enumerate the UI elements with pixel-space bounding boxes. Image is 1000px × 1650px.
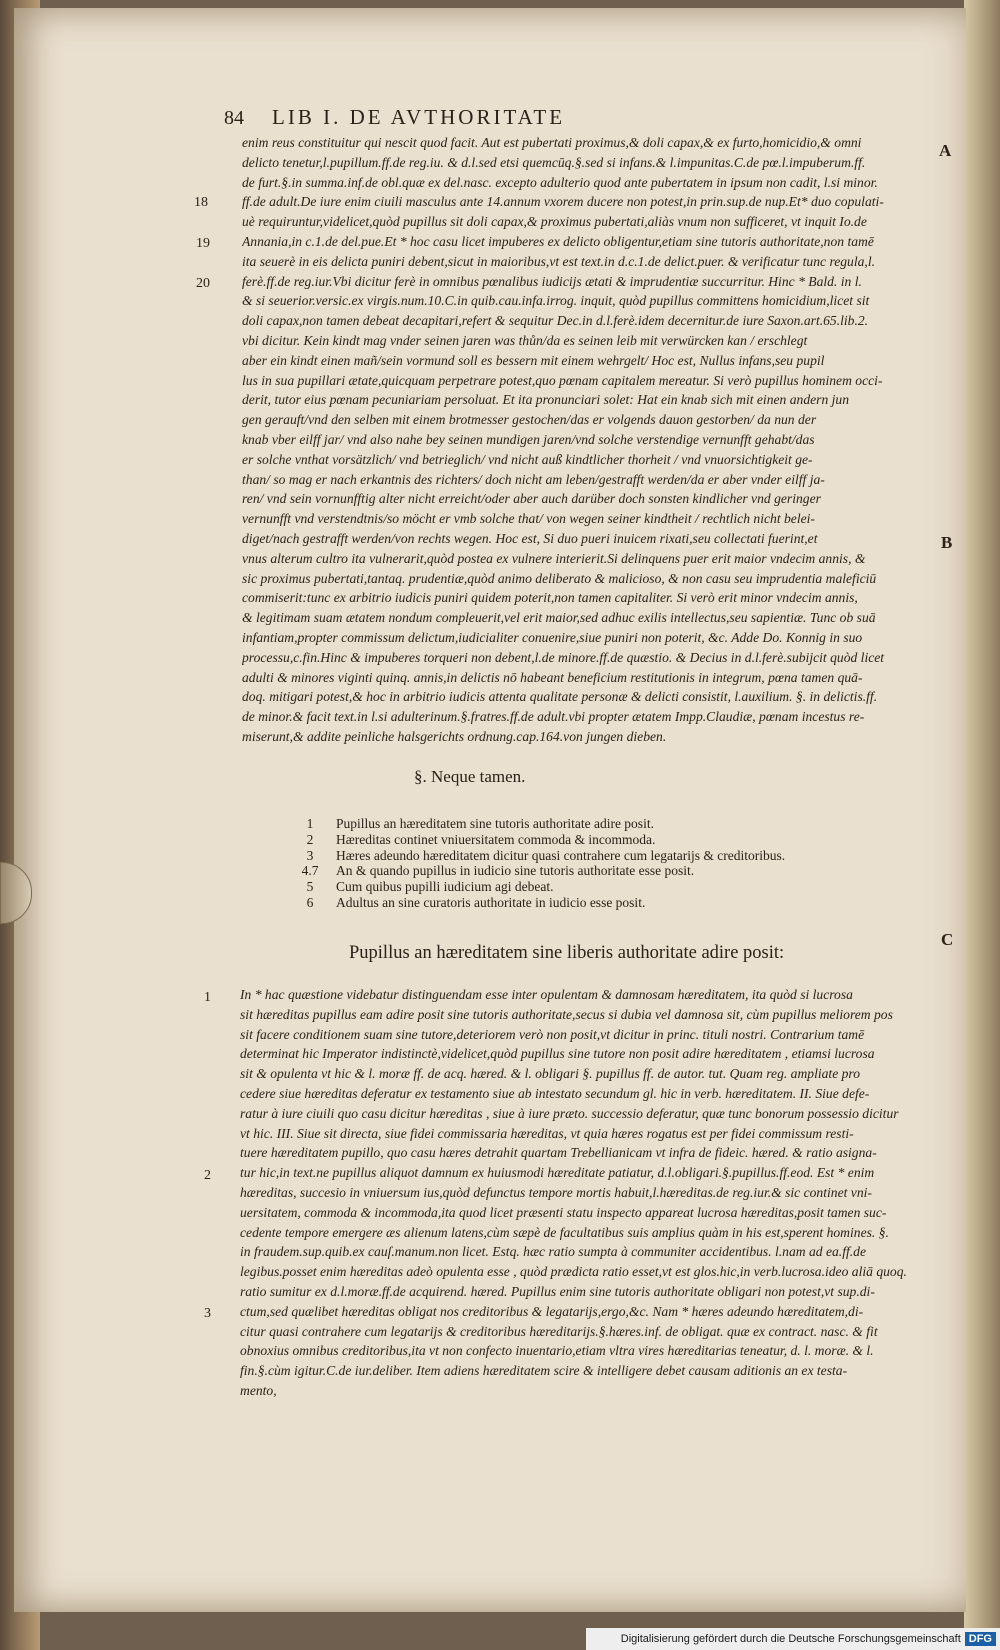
summary-item-number: 5 [306, 879, 314, 895]
top-text-line: de minor.& facit text.in l.si adulterinum.§.fratres.ff.de adult.vbi propter ætatem Impp.Claudiæ, pœnam incestus re- [242, 709, 865, 725]
summary-item-number: 3 [306, 847, 314, 863]
bottom-text-line: hæreditas, succesio in vniuersum ius,quòd defunctus tempore mortis habuit,l.hæreditas.de reg.iur.& sic continet vni- [240, 1184, 872, 1200]
bottom-text-line: sit facere conditionem suam sine tutore,deteriorem verò non posit,vt dicitur in princ. tituli nostri. Contrarium tamē [240, 1026, 865, 1042]
top-text-line: than/ so mag er nach erkantnis des richters/ doch nicht am leben/gestrafft werden/da er aber vnder eilff ja- [242, 471, 825, 487]
top-text-line: & si seuerior.versic.ex virgis.num.10.C.in quib.cau.infa.irrog. inquit, quòd pupillus committens homicidium,licet sit [242, 293, 870, 309]
top-text-line: delicto tenetur,l.pupillum.ff.de reg.iu. & d.l.sed etsi quemcūq.§.sed si infans.& l.impunitas.C.de pœ.l.impuberum.ff. [242, 154, 866, 170]
summary-item-text: Hæres adeundo hæreditatem dicitur quasi contrahere cum legatarijs & creditoribus. [336, 847, 786, 863]
top-text-line: & legitimam suam ætatem nondum compleuerit,vel erit maior,sed adhuc exilis intellectus,seu sapientiæ. Tunc ob suā [242, 610, 876, 626]
top-text-line: uè requiruntur,videlicet,quòd pupillus sit doli capax,& proximus pubertati,aliàs vnum non sufficeret, vt inquit Io.de [242, 214, 867, 230]
margin-number-3: 3 [204, 1306, 211, 1321]
bottom-text-line: citur quasi contrahere cum legatarijs & creditoribus hæreditarijs.§.hæres.inf. de obligat. quæ ex contract. nasc. & fit [240, 1323, 878, 1339]
running-head-title: LIB I. DE AVTHORITATE [272, 105, 566, 129]
top-text-line: diget/nach gestrafft werden/von rechts wegen. Hoc est, Si duo pueri inuicem rixati,seu collectati fuerint,et [242, 530, 818, 546]
dfg-logo: DFG [965, 1632, 996, 1646]
bottom-text-line: tur hic,in text.ne pupillus aliquot damnum ex huiusmodi hæreditate patiatur, d.l.obligari.§.pupillus.ff.eod. Est * enim [240, 1165, 875, 1181]
top-text-line: infantiam,propter commissum delictum,iudicialiter conuenire,siue puniri non poterit, &c. Adde Do. Konnig in suo [242, 629, 863, 645]
top-text-line: ren/ vnd sein vornunfftig alter nicht erreicht/oder aber auch darüber doch sonsten kindlicher vnd geringer [242, 491, 821, 507]
bottom-text-line: fin.§.cùm igitur.C.de iur.deliber. Item adiens hæreditatem scire & intelligere debet causam aditionis an ex testa- [240, 1363, 848, 1379]
top-text-line: Annania,in c.1.de del.pue.Et * hoc casu licet impuberes ex delicto obligentur,etiam sine tutoris authoritate,non tamē [242, 233, 874, 249]
top-text-line: vnus alterum cultro ita vulnerarit,quòd postea ex vulnere interierit.Si delinquens puer erit maior vndecim annis, & [242, 550, 866, 566]
running-head [224, 105, 784, 135]
bottom-text-line: ratur à iure ciuili quo casu dicitur hæreditas , siue à iure præto. successio deferatur, quæ tunc bonorum possessio dicitur [240, 1105, 899, 1121]
summary-item [284, 879, 884, 895]
top-text-line: aber ein kindt einen mañ/sein vormund soll es bessern mit einem wehrgelt/ Hoc est, Nullus infans,seu pupil [242, 352, 825, 368]
bottom-text-line: mento, [240, 1382, 277, 1398]
summary-item-number: 1 [306, 816, 314, 831]
summary-item-text: Cum quibus pupilli iudicium agi debeat. [336, 879, 554, 895]
margin-number-18: 18 [194, 195, 208, 210]
top-text-line: er solche vnthat vorsätzlich/ vnd betrieglich/ vnd nicht auß kindtlicher thorheit / vnd vnuorsichtigkeit ge- [242, 451, 813, 467]
main-text-bottom [240, 985, 950, 1401]
summary-item-number: 2 [306, 831, 314, 847]
summary-item [284, 848, 884, 864]
top-text-line: enim reus constituitur qui nescit quod facit. Aut est pubertati proximus,& doli capax,& ex furto,homicidio,& omni [242, 135, 862, 150]
top-text-line: doli capax,non tamen debeat decapitari,refert & sequitur Dec.in d.l.ferè.idem decernitur.de iure Saxon.art.65.lib.2. [242, 313, 869, 329]
bottom-text-line: in fraudem.sup.quib.ex cauſ.manum.non licet. Estq. hæc ratio sumpta à communiter accidentibus. l.nam ad ea.ff.de [240, 1244, 866, 1260]
margin-letter-a: A [939, 141, 952, 160]
digitization-footer [586, 1628, 1000, 1650]
bottom-text-line: determinat hic Imperator indistinctè,videlicet,quòd pupillus sine tutore non posit adire hæreditatem , etiamsi lucrosa [240, 1046, 875, 1062]
summary-item-number: 4.7 [301, 863, 319, 879]
top-text-line: ita seuerè in eis delicta puniri debent,sicut in maioribus,vt est text.in d.c.1.de delict.puer. & verificatur tunc regula,l. [242, 253, 875, 269]
margin-number-20: 20 [196, 276, 210, 291]
bottom-text-line: cedente tempore emergere æs alienum latens,cùm sæpè de facultatibus suis amplius quàm in his est,sperent homines. §. [240, 1224, 889, 1240]
top-text-line: knab vber eilff jar/ vnd also nahe bey seinen mundigen jaren/vnd solche verstendige vernunfft gehabt/das [242, 431, 815, 447]
top-text-line: ff.de adult.De iure enim ciuili masculus ante 14.annum vxorem ducere non potest,in prin.sup.de nup.Et* duo copulati- [242, 194, 884, 210]
summary-list [284, 816, 884, 911]
bottom-text-line: sit hæreditas pupillus eam adire posit sine tutoris authoritate,secus si dubia vel damnosa sit, cùm pupillus meliorem pos [240, 1006, 893, 1022]
book-edge-right [964, 0, 1000, 1650]
top-text-line: lus in sua pupillari ætate,quicquam perpetrare potest,quo pœnam capitalem mereatur. Si verò pupillus hominem occi- [242, 372, 883, 388]
bottom-text-line: ratio sumitur ex d.l.moræ.ff.de acquirend. hæred. Pupillus enim sine tutoris authoritate obligari non potest,vt sup.di- [240, 1283, 875, 1299]
bottom-text-line: uersitatem, commoda & incommoda,ita quod licet præsenti statu inspecto appareat lucrosa hæreditas,posit tamen suc- [240, 1204, 887, 1220]
margin-number-19: 19 [196, 236, 210, 251]
bottom-text-line: legibus.posset enim hæreditas adeò opulenta esse , quòd prædicta ratio esset,vt est glos.hic,in verb.lucrosa.ideo aliā quoq. [240, 1264, 907, 1280]
summary-item-text: Pupillus an hæreditatem sine tutoris authoritate adire posit. [336, 816, 654, 831]
footer-text: Digitalisierung gefördert durch die Deutsche Forschungsgemeinschaft [620, 1633, 961, 1645]
bottom-text-line: tuere hæreditatem pupillo, quo casu hæres detrahit quartam Trebellianicam vt infra de fideic. hæred. & ratio asigna- [240, 1145, 877, 1161]
top-text-line: vbi dicitur. Kein kindt mag vnder seinen jaren was thůn/da es seinen leib mit verwürcken kan / erschlegt [242, 332, 808, 348]
top-text-line: de furt.§.in summa.inf.de obl.quæ ex del.nasc. excepto adulterio quod ante pubertatem in ipsum non cadit, l.si minor. [242, 174, 878, 190]
margin-number-1: 1 [204, 990, 211, 1005]
top-text-line: adulti & minores viginti quinq. annis,in delictis nō habeant beneficium restitutionis in integrum, pœna tamen quā- [242, 669, 863, 685]
summary-item-text: Hæreditas continet vniuersitatem commoda & incommoda. [336, 831, 656, 847]
summary-item-number: 6 [306, 894, 314, 910]
page-number: 84 [224, 107, 244, 129]
margin-letter-c: C [941, 930, 954, 949]
top-text-line: vernunfft vnd verstendtnis/so möcht er vmb solche that/ von wegen seiner kindtheit / rechtlich nicht belei- [242, 511, 815, 527]
top-text-line: commiserit:tunc ex arbitrio iudicis puniri quidem poterit,non tamen capitaliter. Si verò erit minor vndecim annis, [242, 590, 858, 606]
top-text-line: derit, tutor eius pœnam pecuniariam persoluat. Et ita pronunciari solet: Hat ein knab sich mit einen andern jun [242, 392, 850, 408]
summary-item [284, 832, 884, 848]
margin-number-2: 2 [204, 1168, 211, 1183]
bottom-text-line: obnoxius omnibus creditoribus,ita vt non confecto inuentario,etiam vltra vires hæreditarias teneatur, d. l. moræ. & l. [240, 1343, 874, 1359]
summary-item [284, 816, 884, 832]
top-text-line: gen gerauft/vnd den selben mit einem brotmesser gestochen/das er volgends dauon gestorben/ da nun der [242, 412, 817, 428]
margin-letter-b: B [941, 533, 953, 552]
top-text-line: miserunt,& addite peinliche halsgerichts ordnung.cap.164.von jungen dieben. [242, 728, 667, 744]
bottom-text-line: ctum,sed quælibet hæreditas obligat nos creditoribus & legatarijs,ergo,&c. Nam * hæres adeundo hæreditatem,di- [240, 1303, 864, 1319]
section-heading: §. Neque tamen. [414, 767, 526, 786]
top-text-line: sic proximus pubertati,tantaq. prudentiæ,quòd animo deliberato & malicioso, & non casu seu imprudentia maleficiū [242, 570, 877, 586]
top-text-line: doq. mitigari potest,& hoc in arbitrio iudicis attenta qualitate personæ & delicti consistit, l.auxilium. §. in delictis.ff. [242, 689, 878, 705]
bottom-text-line: cedere siue hæreditas deferatur ex testamento siue ab intestato secundum gl. hic in verb. hæreditatem. II. Siue defe- [240, 1085, 870, 1101]
summary-item [284, 863, 884, 879]
summary-item [284, 895, 884, 911]
bottom-text-line: sit & opulenta vt hic & l. moræ ff. de acq. hæred. & l. obligari §. pupillus ff. de autor. tut. Quam reg. ampliate pro [240, 1066, 861, 1082]
top-text-line: processu,c.fin.Hinc & impuberes torqueri non debent,l.de minore.ff.de quæstio. & Decius in d.l.ferè.subijcit quòd licet [242, 649, 885, 665]
bottom-text-line: vt hic. III. Siue sit directa, siue fidei commissaria hæreditas, vt quia hæres rogatus est per fidei commissum resti- [240, 1125, 854, 1141]
summary-item-text: An & quando pupillus in iudicio sine tutoris authoritate esse posit. [336, 863, 695, 879]
bottom-text-line: In * hac quæstione videbatur distinguendam esse inter opulentam & damnosam hæreditatem, ita quòd si lucrosa [240, 987, 853, 1002]
top-text-line: ferè.ff.de reg.iur.Vbi dicitur ferè in omnibus pœnalibus iudicijs ætati & imprudentiæ succurritur. Hinc * Bald. in l. [242, 273, 862, 289]
summary-item-text: Adultus an sine curatoris authoritate in iudicio esse posit. [336, 894, 646, 910]
subheading: Pupillus an hæreditatem sine liberis authoritate adire posit: [349, 943, 785, 963]
book-page [14, 8, 966, 1612]
main-text-top [242, 133, 952, 747]
